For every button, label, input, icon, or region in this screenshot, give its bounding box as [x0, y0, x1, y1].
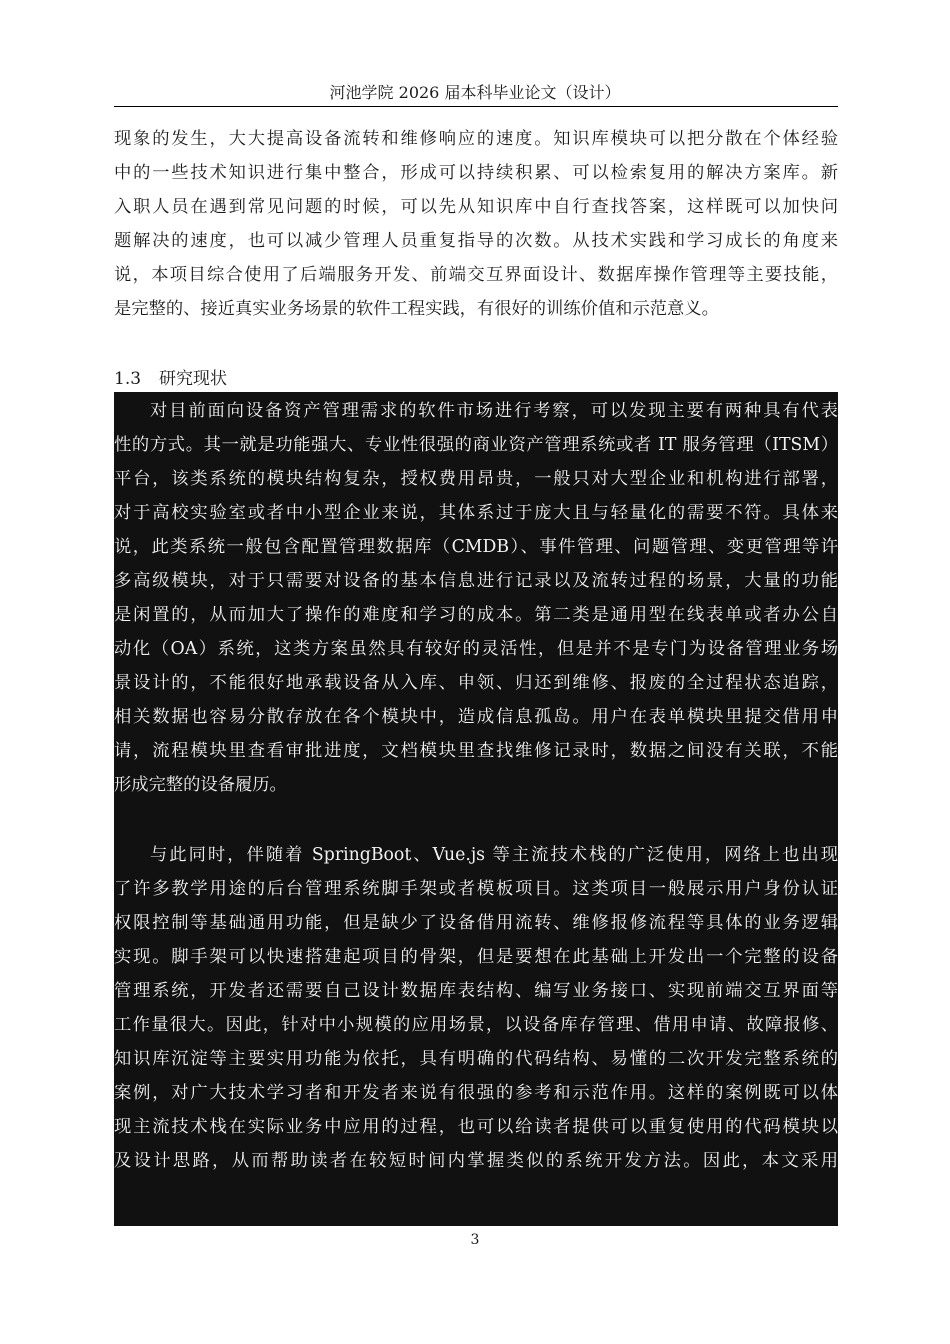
text-line: 了许多教学用途的后台管理系统脚手架或者模板项目。这类项目一般展示用户身份认证 [114, 879, 838, 899]
text-line: 说，此类系统一般包含配置管理数据库（CMDB）、事件管理、问题管理、变更管理等许 [114, 537, 838, 557]
text-line: 多高级模块，对于只需要对设备的基本信息进行记录以及流转过程的场景，大量的功能 [114, 571, 838, 591]
text-line: 入职人员在遇到常见问题的时候，可以先从知识库中自行查找答案，这样既可以加快问 [114, 197, 838, 217]
text-line: 形成完整的设备履历。 [114, 775, 287, 795]
intro-paragraph [114, 122, 838, 326]
text-line: 对目前面向设备资产管理需求的软件市场进行考察，可以发现主要有两种具有代表 [150, 401, 838, 421]
text-line: 现象的发生，大大提高设备流转和维修响应的速度。知识库模块可以把分散在个体经验 [114, 129, 838, 149]
text-line: 知识库沉淀等主要实用功能为依托，具有明确的代码结构、易懂的二次开发完整系统的 [114, 1049, 838, 1069]
text-line: 请，流程模块里查看审批进度，文档模块里查找维修记录时，数据之间没有关联，不能 [114, 741, 838, 761]
text-line: 实现。脚手架可以快速搭建起项目的骨架，但是要想在此基础上开发出一个完整的设备 [114, 947, 838, 967]
text-line: 性的方式。其一就是功能强大、专业性很强的商业资产管理系统或者 IT 服务管理（ITSM） [114, 435, 838, 455]
text-line: 与此同时，伴随着 SpringBoot、Vue.js 等主流技术栈的广泛使用，网络上也出现 [150, 845, 838, 865]
paragraph-market-survey [114, 394, 838, 802]
text-line: 动化（OA）系统，这类方案虽然具有较好的灵活性，但是并不是专门为设备管理业务场 [114, 639, 838, 659]
text-line: 题解决的速度，也可以减少管理人员重复指导的次数。从技术实践和学习成长的角度来 [114, 231, 838, 251]
text-line: 平台，该类系统的模块结构复杂，授权费用昂贵，一般只对大型企业和机构进行部署， [114, 469, 838, 489]
text-line: 管理系统，开发者还需要自己设计数据库表结构、编写业务接口、实现前端交互界面等 [114, 981, 838, 1001]
paragraph-scaffolding [114, 838, 838, 1178]
text-line: 现主流技术栈在实际业务中应用的过程，也可以给读者提供可以重复使用的代码模块以 [114, 1117, 838, 1137]
section-title: 研究现状 [159, 369, 228, 389]
text-line: 景设计的，不能很好地承载设备从入库、申领、归还到维修、报废的全过程状态追踪， [114, 673, 838, 693]
text-line: 案例，对广大技术学习者和开发者来说有很强的参考和示范作用。这样的案例既可以体 [114, 1083, 838, 1103]
running-header: 河池学院 2026 届本科毕业论文（设计） [329, 83, 621, 102]
page-number: 3 [470, 1232, 480, 1248]
text-line: 对于高校实验室或者中小型企业来说，其体系过于庞大且与轻量化的需要不符。具体来 [114, 503, 838, 523]
section-number: 1.3 [114, 369, 142, 389]
header-rule [114, 106, 838, 107]
highlighted-text-block [114, 392, 838, 1226]
text-line: 工作量很大。因此，针对中小规模的应用场景，以设备库存管理、借用申请、故障报修、 [114, 1015, 838, 1035]
text-line: 中的一些技术知识进行集中整合，形成可以持续积累、可以检索复用的解决方案库。新 [114, 163, 838, 183]
text-line: 是闲置的，从而加大了操作的难度和学习的成本。第二类是通用型在线表单或者办公自 [114, 605, 838, 625]
section-heading [114, 366, 227, 392]
text-line: 相关数据也容易分散存放在各个模块中，造成信息孤岛。用户在表单模块里提交借用申 [114, 707, 838, 727]
text-line: 权限控制等基础通用功能，但是缺少了设备借用流转、维修报修流程等具体的业务逻辑 [114, 913, 838, 933]
text-line: 说，本项目综合使用了后端服务开发、前端交互界面设计、数据库操作管理等主要技能， [114, 265, 838, 285]
text-line: 是完整的、接近真实业务场景的软件工程实践，有很好的训练价值和示范意义。 [114, 299, 719, 319]
text-line: 及设计思路，从而帮助读者在较短时间内掌握类似的系统开发方法。因此，本文采用 [114, 1151, 838, 1171]
